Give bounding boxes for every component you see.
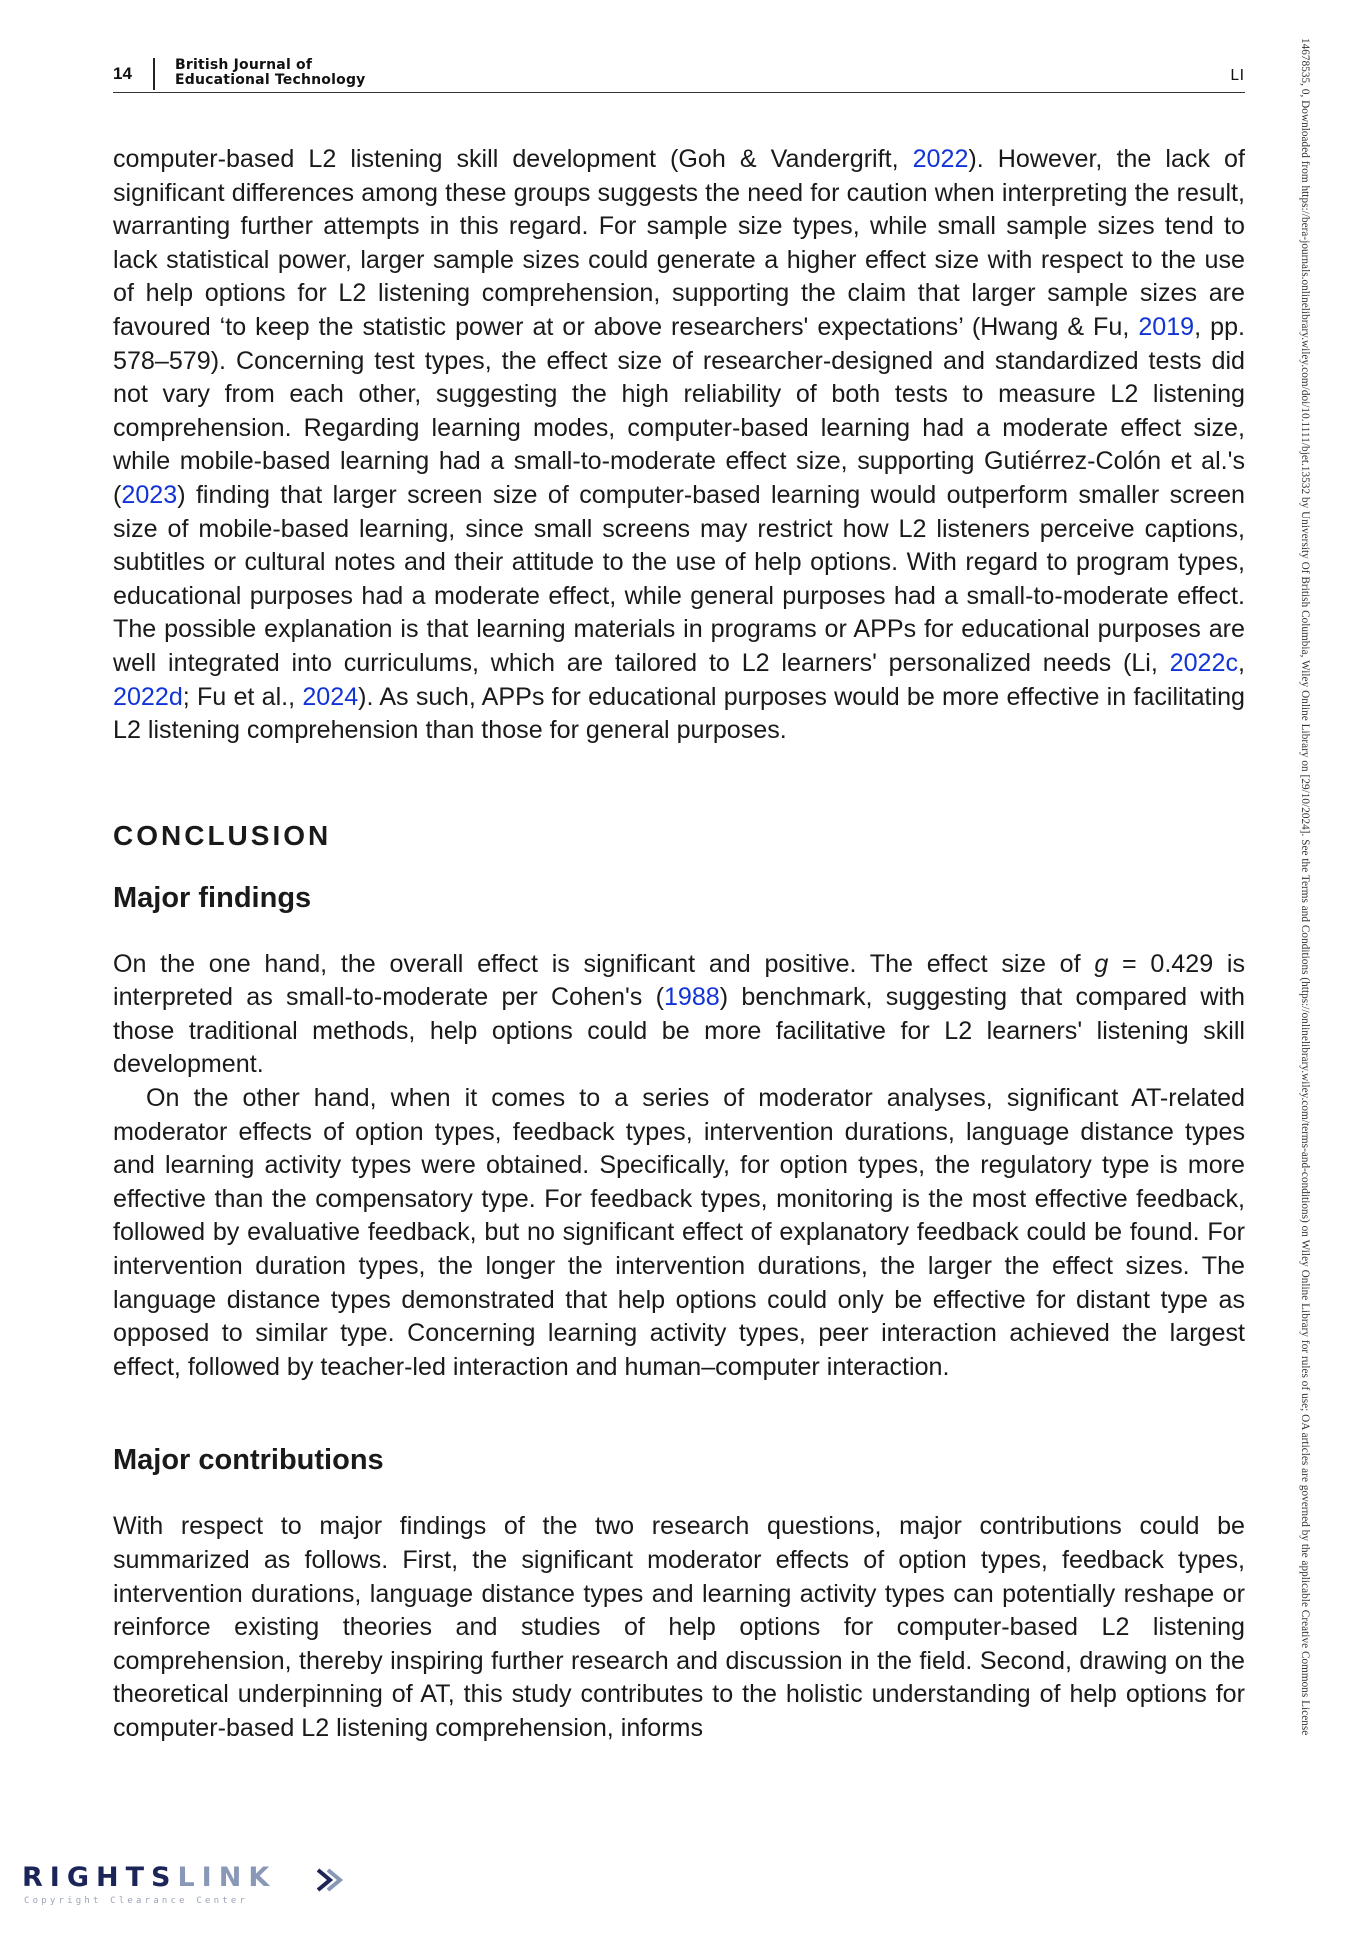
- text-run: ). However, the lack of significant differences among these groups suggests the need for caution when interpreting the result, warranting further attempts in this regard. For sample size types, while small sample sizes tend to lack statistical power, larger sample sizes could generate a higher effect size with respect to the use of help options for L2 listening comprehension, supporting the claim that larger sample sizes are favoured ‘to keep the statistic power at or above researchers' expectations’ (Hwang & Fu,: [113, 145, 1245, 341]
- logo-text-light: LINK: [177, 1862, 277, 1893]
- text-run: ,: [1238, 648, 1245, 677]
- text-run: computer-based L2 listening skill development (Goh & Vandergrift,: [113, 145, 913, 173]
- rightslink-logo: [22, 1862, 362, 1912]
- chevron-right-icon: [314, 1866, 346, 1894]
- journal-title: [175, 58, 366, 88]
- text-run: , pp. 578–579). Concerning test types, the effect size of researcher-designed and standardized tests did not vary from each other, suggesting the high reliability of both tests to measure L2 listening comprehension. Regarding learning modes, computer-based learning had a moderate effect size, while mobile-based learning had a small-to-moderate effect size, supporting Gutiérrez-Colón et al.'s (: [113, 312, 1245, 509]
- journal-title-line2: Educational Technology: [175, 72, 366, 88]
- article-body: [113, 143, 1245, 1746]
- citation-link[interactable]: 2022d: [113, 682, 183, 711]
- logo-text-dark: RIGHTS: [22, 1862, 178, 1893]
- journal-title-line1: British Journal of: [175, 57, 313, 73]
- citation-link[interactable]: 2022: [912, 145, 969, 173]
- paragraph-contributions: With respect to major findings of the two research questions, major contributions could be summarized as follows. First, the significant moderator effects of option types, feedback types, intervention durations, language distance types and learning activity types can potentially reshape or reinforce existing theories and studies of help options for computer-based L2 listening comprehension, thereby inspiring further research and discussion in the field. Second, drawing on the theoretical underpinning of AT, this study contributes to the holistic understanding of help options for computer-based L2 listening comprehension, informs: [113, 1512, 1245, 1742]
- subsection-heading-contributions: Major contributions: [113, 1444, 384, 1477]
- subsection-heading-findings: Major findings: [113, 881, 312, 914]
- page-number: 14: [113, 64, 132, 83]
- math-variable: g: [1094, 949, 1109, 978]
- text-run: ) benchmark, suggesting that compared with those traditional methods, help options could be more facilitative for L2 learners' listening skill development.: [113, 983, 1246, 1079]
- running-author: LI: [1230, 66, 1245, 84]
- logo-subtitle: Copyright Clearance Center: [24, 1896, 249, 1906]
- text-run: ). As such, APPs for educational purposes would be more effective in facilitating L2 listening comprehension than those for general purposes.: [113, 682, 1246, 745]
- paragraph-discussion: [113, 143, 1245, 748]
- text-run: ) finding that larger screen size of computer-based learning would outperform smaller screen size of mobile-based learning, since small screens may restrict how L2 listeners perceive captions, subtitles or cultural notes and their attitude to the use of help options. With regard to program types, educational purposes had a moderate effect, while general purposes had a small-to-moderate effect. The possible explanation is that learning materials in programs or APPs for educational purposes are well integrated into curriculums, which are tailored to L2 learners' personalized needs (Li,: [113, 480, 1245, 677]
- citation-link[interactable]: 2023: [121, 480, 178, 509]
- header-rule: [113, 92, 1245, 93]
- rightslink-wordmark: [22, 1862, 276, 1893]
- citation-link[interactable]: 2019: [1138, 312, 1195, 341]
- text-run: ; Fu et al.,: [182, 682, 303, 711]
- section-heading: CONCLUSION: [113, 819, 332, 851]
- citation-link[interactable]: 2022c: [1169, 648, 1239, 677]
- citation-link[interactable]: 2024: [302, 682, 359, 711]
- running-header: [113, 58, 1245, 92]
- paragraph-findings-1: [113, 948, 1245, 1082]
- paragraph-findings-2: On the other hand, when it comes to a series of moderator analyses, significant AT-related moderator effects of option types, feedback types, intervention durations, language distance types and learning activity types were obtained. Specifically, for option types, the regulatory type is more effective than the compensatory type. For feedback types, monitoring is the most effective feedback, followed by evaluative feedback, but no significant effect of explanatory feedback could be found. For intervention duration types, the longer the intervention durations, the larger the effect sizes. The language distance types demonstrated that help options could only be effective for distant type as opposed to similar type. Concerning learning activity types, peer interaction achieved the largest effect, followed by teacher-led interaction and human–computer interaction.: [113, 1084, 1245, 1381]
- citation-link[interactable]: 1988: [663, 983, 720, 1012]
- header-separator: [153, 58, 155, 90]
- text-run: On the one hand, the overall effect is significant and positive. The effect size of: [113, 949, 1095, 978]
- download-notice: 14678535, 0, Downloaded from https://bera-journals.onlinelibrary.wiley.com/doi/10.1111/bjet.13532 by University Of British Columbia, Wiley Online Library on [29/10/2024]. See the Terms and Conditions (https://onlinelibrary.wiley.com/terms-and-conditions) on Wiley Online Library for rules of use; OA articles are governed by the applicable Creative Commons License: [1299, 38, 1311, 1736]
- text-run: = 0.429 is interpreted as small-to-moderate per Cohen's (: [113, 949, 1245, 1012]
